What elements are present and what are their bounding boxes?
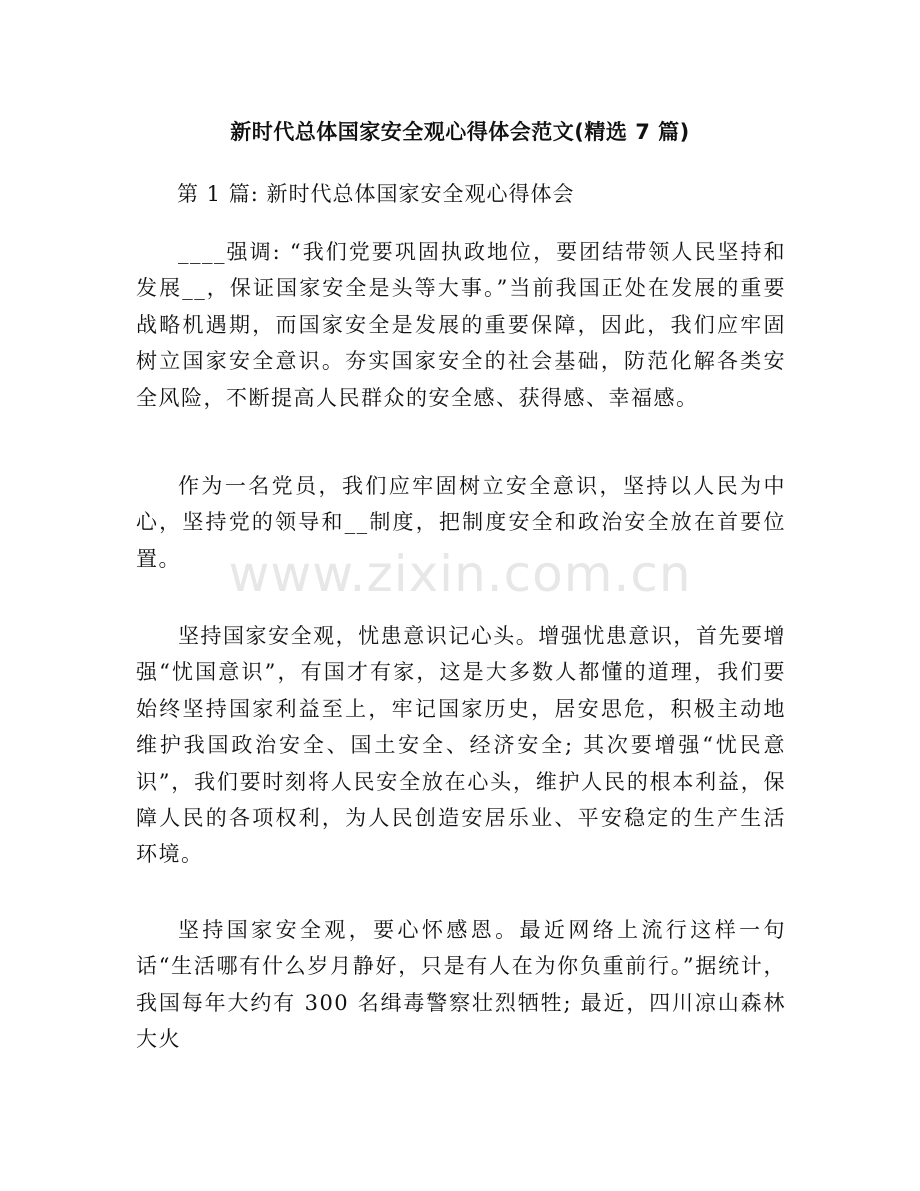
paragraph-1: ____强调: “我们党要巩固执政地位，要团结带领人民坚持和发展__，保证国家安全是头等大事。”当前我国正处在发展的重要战略机遇期，而国家安全是发展的重要保障，因此，我们应牢固树立国家安全意识。夯实国家安全的社会基础，防范化解各类安全风险，不断提高人民群众的安全感、获得感、幸福感。 [136, 240, 786, 410]
document-title: 新时代总体国家安全观心得体会范文(精选 7 篇) [230, 120, 690, 144]
paragraph-2: 作为一名党员，我们应牢固树立安全意识，坚持以人民为中心，坚持党的领导和__制度，把制度安全和政治安全放在首要位置。 [136, 474, 786, 571]
paragraph-4: 坚持国家安全观，要心怀感恩。最近网络上流行这样一句话“生活哪有什么岁月静好，只是有人在为你负重前行。”据统计，我国每年大约有 300 名缉毒警察壮烈牺牲; 最近，四川凉山森林大火 [136, 918, 786, 1052]
watermark: www.zixin.com.cn [228, 545, 692, 603]
chapter-heading: 第 1 篇: 新时代总体国家安全观心得体会 [177, 182, 575, 206]
paragraph-3: 坚持国家安全观，忧患意识记心头。增强忧患意识，首先要增强“忧国意识”，有国才有家，这是大多数人都懂的道理，我们要始终坚持国家利益至上，牢记国家历史，居安思危，积极主动地维护我国政治安全、国土安全、经济安全; 其次要增强“忧民意识”，我们要时刻将人民安全放在心头，维护人民的根本利益，保障人民的各项权利，为人民创造安居乐业、平安稳定的生产生活环境。 [136, 624, 786, 867]
